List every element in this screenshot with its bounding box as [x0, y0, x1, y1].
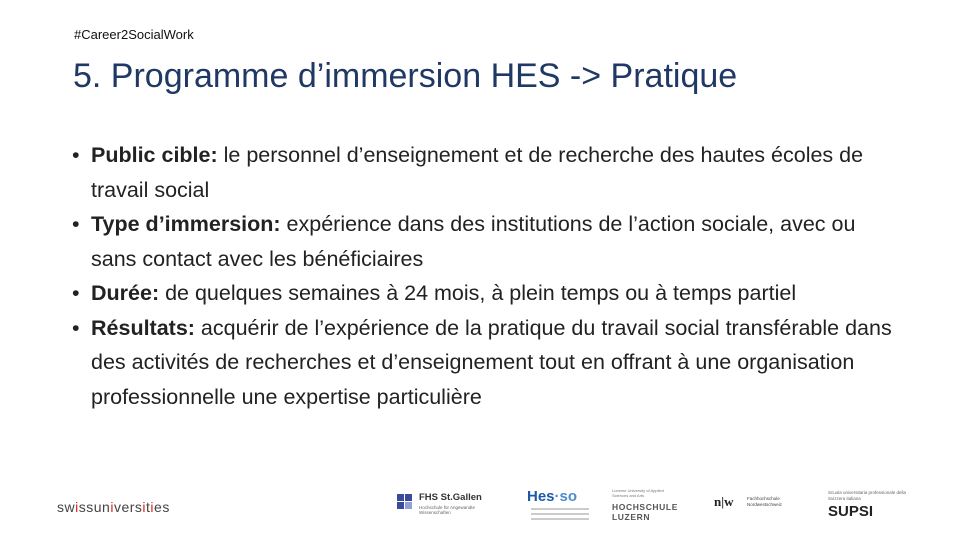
- fhs-name: FHS St.Gallen: [419, 492, 482, 503]
- bullet-label: Type d’immersion:: [91, 212, 281, 236]
- fhs-st-gallen-logo: [397, 492, 507, 528]
- bullet-item: [72, 311, 902, 415]
- hes-so-logo: Hes·so: [527, 488, 597, 528]
- partner-logos: [0, 486, 960, 536]
- bullet-label: Public cible:: [91, 143, 218, 167]
- bullet-dot: •: [72, 212, 80, 236]
- bullet-list: [72, 138, 902, 414]
- bullet-label: Durée:: [91, 281, 160, 305]
- bullet-text: acquérir de l’expérience de la pratique du travail social transférable dans des activités de recherches et d’enseignement tout en offrant à une organisation professionnelle une expertise particulière: [91, 315, 892, 409]
- bullet-text: de quelques semaines à 24 mois, à plein temps ou à temps partiel: [159, 281, 797, 305]
- bullet-item: [72, 207, 902, 276]
- bullet-text: expérience dans des institutions de l’action sociale, avec ou sans contact avec les bénéficiaires: [91, 212, 856, 271]
- fhnw-mark-icon: n|w: [714, 494, 734, 509]
- bullet-label: Résultats:: [91, 315, 195, 340]
- hashtag-label: #Career2SocialWork: [74, 27, 194, 42]
- bullet-dot: •: [72, 143, 80, 167]
- fhnw-logo: n|w Fachhochschule Nordwestschweiz: [714, 494, 783, 509]
- hochschule-luzern-logo: Lucerne University of Applied Sciences and Arts HOCHSCHULE LUZERN: [612, 488, 678, 522]
- bullet-dot: •: [72, 281, 80, 305]
- hes-so-text-lines: [531, 508, 589, 523]
- bullet-dot: •: [72, 315, 80, 340]
- fhs-subtitle: Hochschule für Angewandte Wissenschaften: [419, 505, 476, 515]
- swissuniversities-logo: swissuniversities: [57, 499, 170, 515]
- bullet-text: le personnel d’enseignement et de recherche des hautes écoles de travail social: [91, 143, 864, 202]
- supsi-logo: Scuola universitaria professionale della Svizzera italiana SUPSI: [828, 490, 907, 520]
- bullet-item: [72, 138, 902, 207]
- slide-title: 5. Programme d’immersion HES -> Pratique: [73, 57, 738, 95]
- bullet-item: [72, 276, 902, 311]
